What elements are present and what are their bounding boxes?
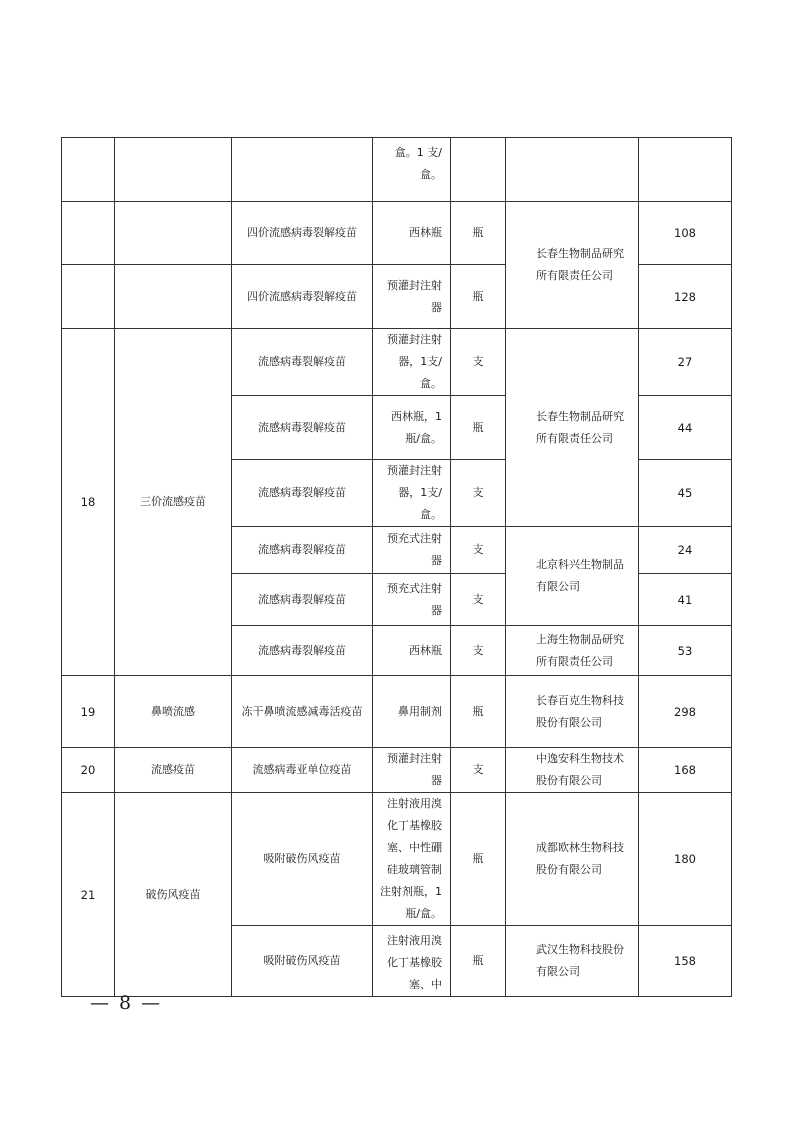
- generic-name-cell: 三价流感疫苗: [115, 329, 232, 676]
- spec-cell: 预灌封注射器，1支/盒。: [373, 460, 451, 527]
- product-name-cell: 吸附破伤风疫苗: [232, 926, 373, 997]
- price-cell: 168: [639, 748, 732, 793]
- spec-cell: 预灌封注射器: [373, 748, 451, 793]
- row-number-cell: [62, 202, 115, 265]
- product-name-cell: 流感病毒裂解疫苗: [232, 626, 373, 676]
- page-number: — 8 —: [90, 992, 163, 1014]
- spec-cell: 注射液用溴化丁基橡胶塞、中性硼硅玻璃管制注射剂瓶，1瓶/盒。: [373, 793, 451, 926]
- generic-name-cell: 流感疫苗: [115, 748, 232, 793]
- spec-cell: 预灌封注射器，1支/盒。: [373, 329, 451, 396]
- spec-cell: 西林瓶: [373, 626, 451, 676]
- product-name-cell: 四价流感病毒裂解疫苗: [232, 202, 373, 265]
- unit-cell: 瓶: [451, 676, 506, 748]
- table-row: [62, 329, 732, 396]
- price-cell: [639, 138, 732, 202]
- spec-cell: 预灌封注射器: [373, 265, 451, 329]
- table-row: [62, 793, 732, 926]
- unit-cell: 支: [451, 626, 506, 676]
- product-name-cell: 流感病毒裂解疫苗: [232, 527, 373, 574]
- product-name-cell: 四价流感病毒裂解疫苗: [232, 265, 373, 329]
- manufacturer-cell: 成都欧林生物科技股份有限公司: [506, 793, 639, 926]
- unit-cell: 瓶: [451, 793, 506, 926]
- unit-cell: 支: [451, 460, 506, 527]
- unit-cell: 瓶: [451, 202, 506, 265]
- unit-cell: 瓶: [451, 265, 506, 329]
- generic-name-cell: 破伤风疫苗: [115, 793, 232, 997]
- price-cell: 53: [639, 626, 732, 676]
- spec-cell: 鼻用制剂: [373, 676, 451, 748]
- row-number-cell: [62, 138, 115, 202]
- product-name-cell: 流感病毒裂解疫苗: [232, 574, 373, 626]
- price-cell: 158: [639, 926, 732, 997]
- price-cell: 41: [639, 574, 732, 626]
- unit-cell: 瓶: [451, 926, 506, 997]
- table-row: [62, 676, 732, 748]
- row-number-cell: 18: [62, 329, 115, 676]
- unit-cell: 支: [451, 329, 506, 396]
- spec-cell: 预充式注射器: [373, 574, 451, 626]
- product-name-cell: [232, 138, 373, 202]
- unit-cell: 支: [451, 748, 506, 793]
- manufacturer-cell: 长春百克生物科技股份有限公司: [506, 676, 639, 748]
- table-row: [62, 202, 732, 265]
- generic-name-cell: 鼻喷流感: [115, 676, 232, 748]
- product-name-cell: 流感病毒裂解疫苗: [232, 396, 373, 460]
- manufacturer-cell: 长春生物制品研究所有限责任公司: [506, 329, 639, 527]
- product-name-cell: 吸附破伤风疫苗: [232, 793, 373, 926]
- vaccine-price-table: [61, 137, 732, 997]
- price-cell: 108: [639, 202, 732, 265]
- unit-cell: 支: [451, 527, 506, 574]
- unit-cell: 支: [451, 574, 506, 626]
- spec-cell: 西林瓶: [373, 202, 451, 265]
- row-number-cell: [62, 265, 115, 329]
- price-cell: 298: [639, 676, 732, 748]
- price-cell: 27: [639, 329, 732, 396]
- unit-cell: 瓶: [451, 396, 506, 460]
- manufacturer-cell: 长春生物制品研究所有限责任公司: [506, 202, 639, 329]
- price-cell: 180: [639, 793, 732, 926]
- product-name-cell: 流感病毒裂解疫苗: [232, 460, 373, 527]
- generic-name-cell: [115, 138, 232, 202]
- price-cell: 45: [639, 460, 732, 527]
- product-name-cell: 流感病毒裂解疫苗: [232, 329, 373, 396]
- product-name-cell: 冻干鼻喷流感减毒活疫苗: [232, 676, 373, 748]
- table-row: [62, 748, 732, 793]
- spec-cell: 西林瓶，1瓶/盒。: [373, 396, 451, 460]
- price-cell: 128: [639, 265, 732, 329]
- spec-cell: 盒。1 支/盒。: [373, 138, 451, 202]
- generic-name-cell: [115, 202, 232, 265]
- unit-cell: [451, 138, 506, 202]
- price-cell: 44: [639, 396, 732, 460]
- spec-cell: 预充式注射器: [373, 527, 451, 574]
- row-number-cell: 20: [62, 748, 115, 793]
- manufacturer-cell: 武汉生物科技股份有限公司: [506, 926, 639, 997]
- generic-name-cell: [115, 265, 232, 329]
- manufacturer-cell: 北京科兴生物制品有限公司: [506, 527, 639, 626]
- manufacturer-cell: 中逸安科生物技术股份有限公司: [506, 748, 639, 793]
- product-name-cell: 流感病毒亚单位疫苗: [232, 748, 373, 793]
- spec-cell: 注射液用溴化丁基橡胶塞、中: [373, 926, 451, 997]
- row-number-cell: 21: [62, 793, 115, 997]
- manufacturer-cell: [506, 138, 639, 202]
- table-row: [62, 138, 732, 202]
- row-number-cell: 19: [62, 676, 115, 748]
- price-cell: 24: [639, 527, 732, 574]
- manufacturer-cell: 上海生物制品研究所有限责任公司: [506, 626, 639, 676]
